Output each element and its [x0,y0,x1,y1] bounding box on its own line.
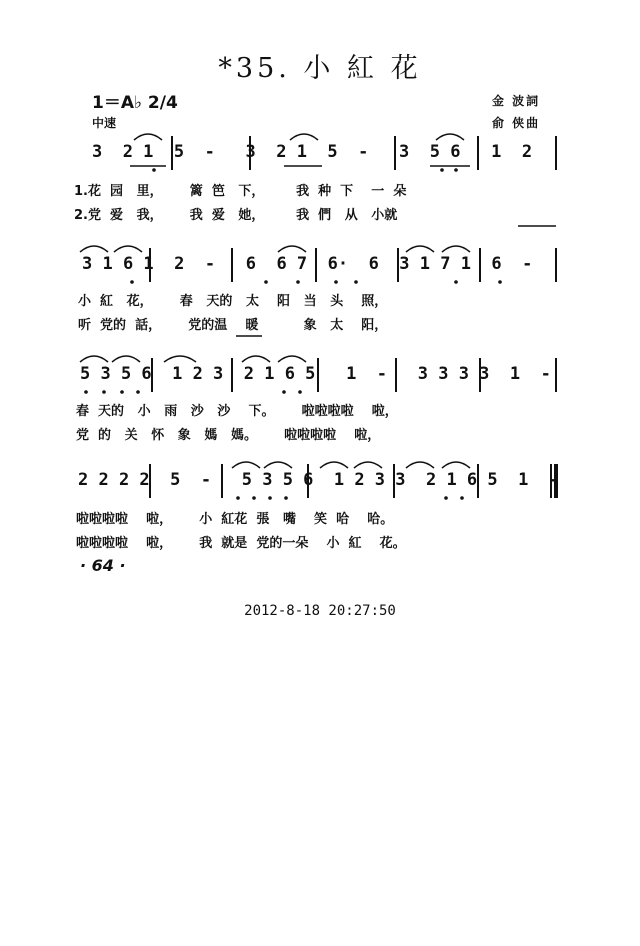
tempo-marking: 中速 [92,116,117,130]
slur [290,134,318,140]
slur [442,246,470,252]
octave-dot [102,390,106,394]
octave-dot [444,496,448,500]
lyrics-line-3-verse-1: 春 天的 小 雨 沙 沙 下。 啦啦啦啦 啦， [76,404,398,419]
lyrics-line-1-verse-2: 2.党 爱 我， 我 爱 她， 我 們 从 小就 [74,208,398,223]
slur [436,134,464,140]
octave-dot [498,280,502,284]
slur [354,462,382,468]
octave-dot [334,280,338,284]
slur [134,134,162,140]
slur [80,356,108,362]
notation-line-3: 5 3 5 6 1 2 3 2 1 6 5 1 - 3 3 3 3 1 - [80,364,551,384]
octave-dot [440,168,444,172]
song-title: *35. 小 紅 花 [218,53,422,84]
lyrics-line-1-verse-1: 1.花 园 里， 篱 笆 下， 我 种 下 一 朵 [74,184,407,199]
slur [164,356,196,362]
octave-dot [454,280,458,284]
lyrics-line-2-verse-1: 小 紅 花， 春 天的 太 阳 当 头 照， [78,294,388,309]
octave-dot [298,390,302,394]
octave-dot [84,390,88,394]
octave-dot [296,280,300,284]
octave-dot [152,168,156,172]
slur [320,462,348,468]
lyrics-line-4-verse-2: 啦啦啦啦 啦， 我 就是 党的一朵 小 紅 花。 [76,536,406,551]
slur [278,246,306,252]
page-number: · 64 · [80,556,126,575]
octave-dot [282,390,286,394]
octave-dot [460,496,464,500]
slur [80,246,108,252]
slur [406,246,434,252]
slur [442,462,470,468]
slur [264,462,292,468]
slur [232,462,260,468]
timestamp: 2012-8-18 20:27:50 [244,603,396,619]
composer-credit: 俞 侠曲 [492,116,541,130]
octave-dot [284,496,288,500]
octave-dot [264,280,268,284]
octave-dot [130,280,134,284]
slur [278,356,306,362]
key-signature: 1＝A♭ 2/4 [92,93,178,113]
lyrics-line-2-verse-2: 听 党的 話， 党的温 暖 象 太 阳， [78,318,388,333]
octave-dot [236,496,240,500]
octave-dot [120,390,124,394]
octave-dot [454,168,458,172]
lyrics-line-3-verse-2: 党 的 关 怀 象 媽 媽。 啦啦啦啦 啦， [76,428,381,443]
octave-dot [252,496,256,500]
notation-line-1: 3 2 1 5 - 3 2 1 5 - 3 5 6 1 2 [92,142,533,162]
lyricist-credit: 金 波詞 [492,94,541,108]
slur [242,356,270,362]
slur [406,462,434,468]
slur [114,246,142,252]
octave-dot [354,280,358,284]
octave-dot [268,496,272,500]
lyrics-line-4-verse-1: 啦啦啦啦 啦， 小 紅花 張 嘴 笑 哈 哈。 [76,512,394,527]
octave-dot [136,390,140,394]
notation-line-2: 3 1 6 1 2 - 6 6 7 6· 6 3 1 7 1 6 - [82,254,533,274]
slur [112,356,140,362]
notation-line-4: 2 2 2 2 5 - 5 3 5 6 1 2 3 3 2 1 6 5 1 - [78,470,560,490]
